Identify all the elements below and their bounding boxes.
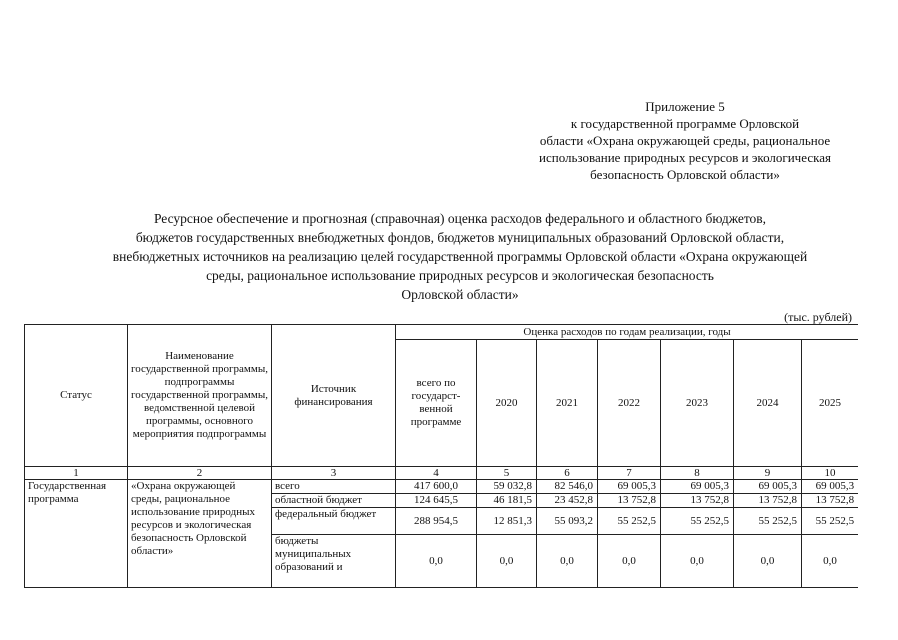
source-cell: бюджеты муниципальных образований и	[272, 535, 396, 588]
resource-table-wrapper	[24, 324, 858, 588]
units-label: (тыс. рублей)	[784, 310, 852, 324]
status-cell: Государственная программа	[25, 480, 128, 588]
value-cell: 69 005,3	[661, 480, 734, 494]
value-cell: 55 252,5	[661, 508, 734, 535]
value-cell: 124 645,5	[396, 494, 477, 508]
value-cell: 59 032,8	[477, 480, 537, 494]
header-year: 2023	[661, 340, 734, 467]
column-number: 4	[396, 467, 477, 480]
title-line: внебюджетных источников на реализацию целей государственной программы Орловской области «Охрана окружающей	[112, 249, 808, 264]
value-cell: 13 752,8	[802, 494, 859, 508]
annex-line: области «Охрана окружающей среды, рациональное	[539, 133, 831, 148]
column-number: 7	[598, 467, 661, 480]
value-cell: 46 181,5	[477, 494, 537, 508]
value-cell: 288 954,5	[396, 508, 477, 535]
column-number: 1	[25, 467, 128, 480]
annex-line: использование природных ресурсов и экологическая	[539, 150, 831, 165]
value-cell: 55 252,5	[802, 508, 859, 535]
program-name-cell: «Охрана окружающей среды, рациональное использование природных ресурсов и экологическая безопасность Орловской области»	[128, 480, 272, 588]
annex-header	[505, 98, 865, 183]
value-cell: 12 851,3	[477, 508, 537, 535]
column-number: 2	[128, 467, 272, 480]
column-number: 10	[802, 467, 859, 480]
header-name: Наименование государственной программы, подпрограммы государственной программы, ведомственной целевой программы, основного мероприятия подпрограммы	[128, 325, 272, 467]
value-cell: 69 005,3	[598, 480, 661, 494]
value-cell: 0,0	[734, 535, 802, 588]
value-cell: 69 005,3	[734, 480, 802, 494]
table-row	[25, 480, 859, 494]
title-line: среды, рациональное использование природных ресурсов и экологическая безопасность	[206, 268, 714, 283]
title-line: бюджетов государственных внебюджетных фондов, бюджетов муниципальных образований Орловской области,	[135, 230, 785, 245]
header-total: всего по государст-венной программе	[396, 340, 477, 467]
value-cell: 0,0	[802, 535, 859, 588]
column-number: 6	[537, 467, 598, 480]
value-cell: 13 752,8	[661, 494, 734, 508]
title-line: Орловской области»	[401, 287, 519, 302]
value-cell: 23 452,8	[537, 494, 598, 508]
header-source: Источник финансирования	[272, 325, 396, 467]
value-cell: 0,0	[598, 535, 661, 588]
document-title	[40, 209, 880, 304]
annex-line: Приложение 5	[645, 99, 725, 114]
value-cell: 0,0	[537, 535, 598, 588]
annex-line: к государственной программе Орловской	[570, 116, 800, 131]
value-cell: 69 005,3	[802, 480, 859, 494]
annex-line: безопасность Орловской области»	[590, 167, 780, 182]
source-cell: федеральный бюджет	[272, 508, 396, 535]
value-cell: 417 600,0	[396, 480, 477, 494]
source-cell: областной бюджет	[272, 494, 396, 508]
header-year: 2021	[537, 340, 598, 467]
column-number: 8	[661, 467, 734, 480]
header-status: Статус	[25, 325, 128, 467]
header-year: 2022	[598, 340, 661, 467]
source-cell: всего	[272, 480, 396, 494]
value-cell: 0,0	[396, 535, 477, 588]
value-cell: 55 252,5	[734, 508, 802, 535]
value-cell: 55 252,5	[598, 508, 661, 535]
value-cell: 13 752,8	[598, 494, 661, 508]
header-year: 2025	[802, 340, 859, 467]
value-cell: 0,0	[477, 535, 537, 588]
value-cell: 0,0	[661, 535, 734, 588]
value-cell: 13 752,8	[734, 494, 802, 508]
header-year: 2024	[734, 340, 802, 467]
header-estimate: Оценка расходов по годам реализации, годы	[396, 325, 859, 340]
column-number-row	[25, 467, 859, 480]
value-cell: 55 093,2	[537, 508, 598, 535]
header-year: 2020	[477, 340, 537, 467]
column-number: 3	[272, 467, 396, 480]
title-line: Ресурсное обеспечение и прогнозная (справочная) оценка расходов федерального и областного бюджетов,	[153, 211, 767, 226]
resource-table	[24, 324, 858, 588]
column-number: 9	[734, 467, 802, 480]
column-number: 5	[477, 467, 537, 480]
value-cell: 82 546,0	[537, 480, 598, 494]
